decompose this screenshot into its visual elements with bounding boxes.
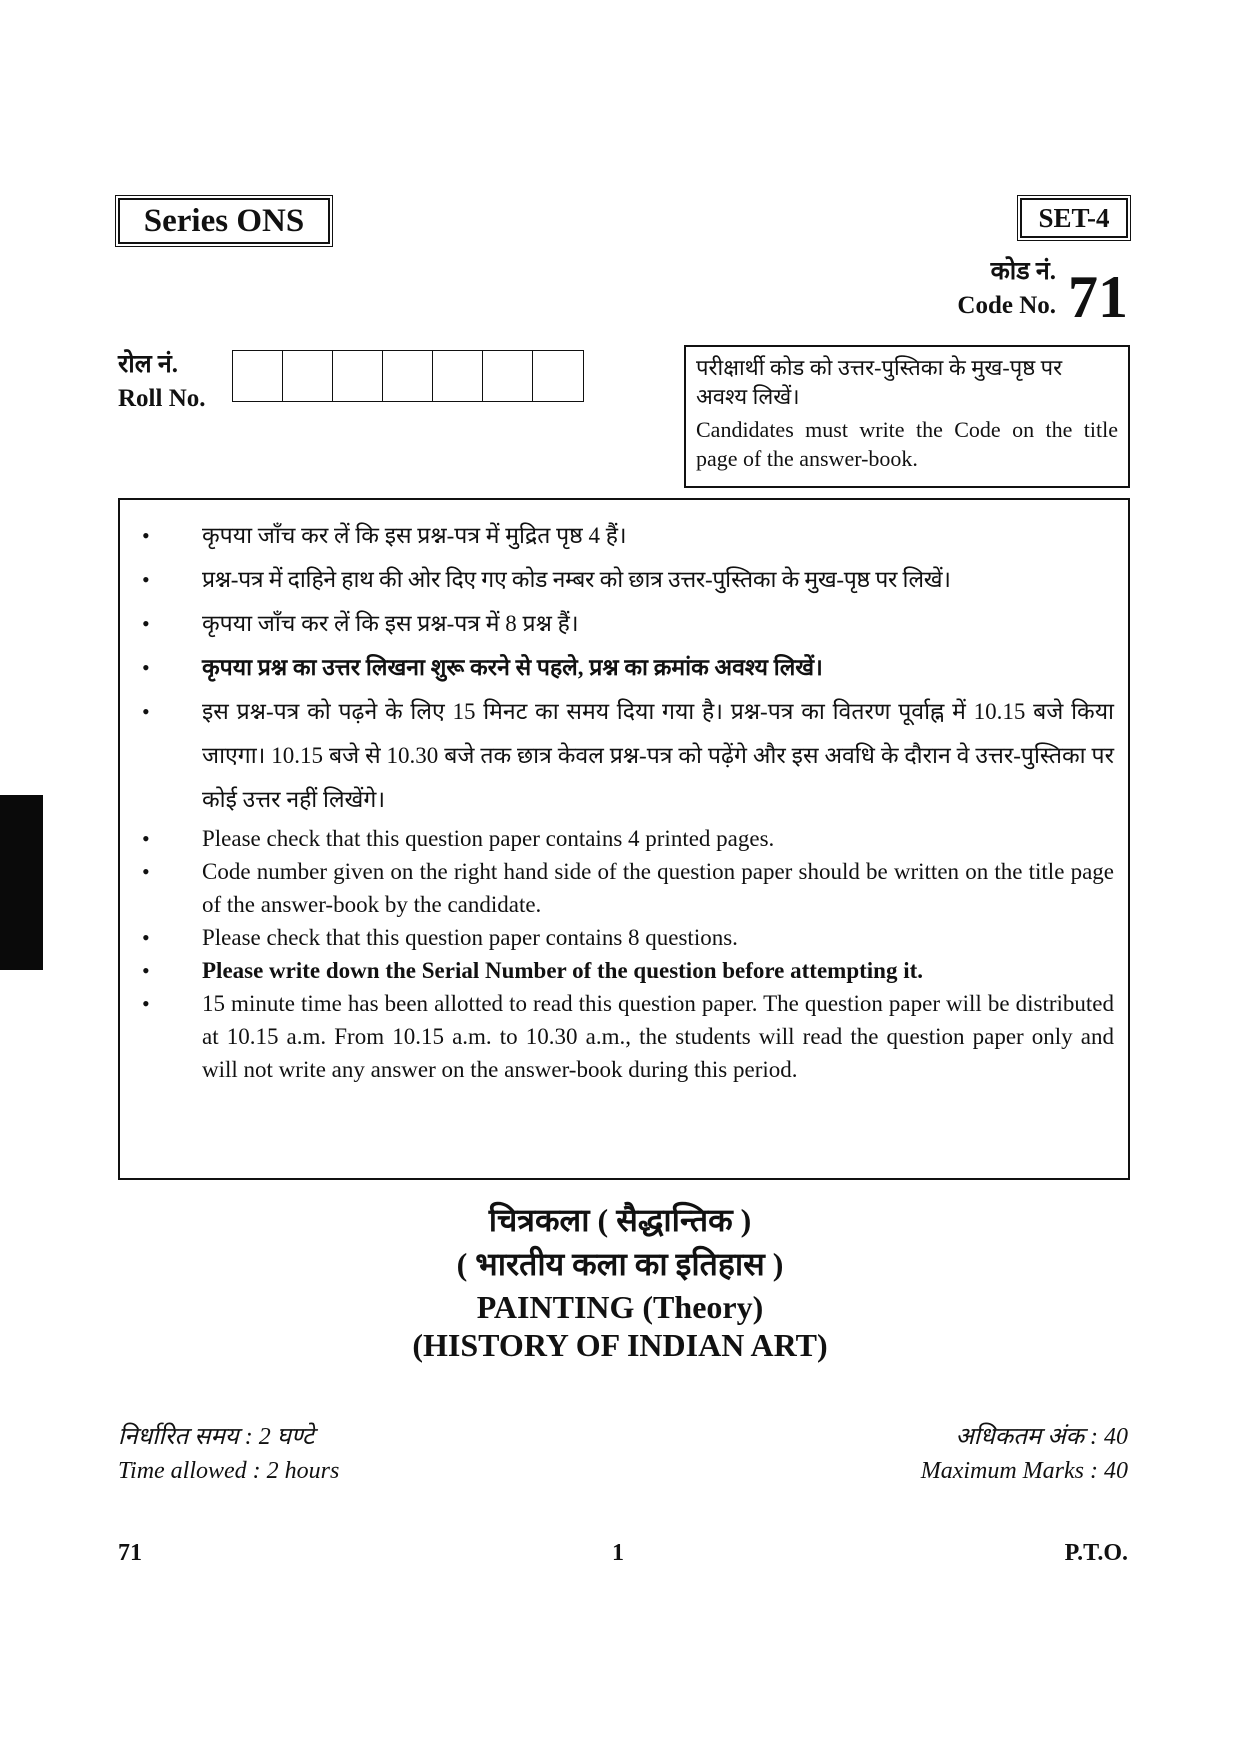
bullet: •: [142, 567, 150, 592]
instruction-text: इस प्रश्न-पत्र को पढ़ने के लिए 15 मिनट का समय दिया गया है। प्रश्न-पत्र का वितरण पूर्वाह्न में 10.15 बजे किया जाएगा। 10.15 बजे से 10.30 बजे तक छात्र केवल प्रश्न-पत्र को पढ़ेंगे और इस अवधि के दौरान वे उत्तर-पुस्तिका पर कोई उत्तर नहीं लिखेंगे।: [202, 699, 1114, 812]
side-binding-mark: [0, 795, 43, 970]
instruction-text: 15 minute time has been allotted to read this question paper. The question paper will be distributed at 10.15 a.m. From 10.15 a.m. to 10.30 a.m., the students will read the question paper only and will not write any answer on the answer-book during this period.: [202, 991, 1114, 1082]
instruction-text: Please write down the Serial Number of the question before attempting it.: [202, 958, 924, 983]
maximum-marks: [921, 1420, 1128, 1488]
time-allowed-hindi: निर्धारित समय : 2 घण्टे: [118, 1424, 315, 1450]
bullet: •: [142, 859, 150, 884]
roll-number-box[interactable]: [333, 351, 383, 401]
bullet: •: [142, 958, 150, 983]
subject-title-hindi: चित्रकला ( सैद्धान्तिक ): [488, 1202, 752, 1238]
roll-number-box[interactable]: [233, 351, 283, 401]
instruction-item: [134, 987, 1114, 1086]
instruction-text: कृपया जाँच कर लें कि इस प्रश्न-पत्र में मुद्रित पृष्ठ 4 हैं।: [202, 523, 627, 548]
roll-number-box[interactable]: [533, 351, 583, 401]
subject-subtitle-hindi: ( भारतीय कला का इतिहास ): [456, 1246, 784, 1282]
candidate-note-english: Candidates must write the Code on the title page of the answer-book.: [696, 417, 1118, 471]
subject-title-english: PAINTING (Theory): [476, 1289, 764, 1325]
instruction-text: Please check that this question paper contains 8 questions.: [202, 925, 738, 950]
time-allowed: [118, 1420, 339, 1488]
instruction-item: [134, 602, 1114, 646]
instruction-item: [134, 690, 1114, 822]
subject-subtitle-english: (HISTORY OF INDIAN ART): [412, 1327, 828, 1363]
instruction-item: [134, 514, 1114, 558]
roll-number-box[interactable]: [483, 351, 533, 401]
instruction-text: Code number given on the right hand side of the question paper should be written on the title page of the answer-book by the candidate.: [202, 859, 1114, 917]
instruction-text: कृपया प्रश्न का उत्तर लिखना शुरू करने से पहले, प्रश्न का क्रमांक अवश्य लिखें।: [202, 655, 823, 680]
code-label-english: Code No.: [957, 292, 1056, 319]
roll-number-box[interactable]: [433, 351, 483, 401]
roll-label-hindi: रोल नं.: [118, 351, 179, 378]
instruction-item: [134, 954, 1114, 987]
code-number: 71: [1068, 264, 1128, 330]
code-label-hindi: कोड नं.: [990, 258, 1056, 285]
bullet: •: [142, 699, 150, 724]
roll-number-box[interactable]: [383, 351, 433, 401]
bullet: •: [142, 655, 150, 680]
time-allowed-english: Time allowed : 2 hours: [118, 1458, 340, 1484]
footer-code: 71: [118, 1540, 142, 1566]
series-label: Series ONS: [118, 198, 330, 244]
instruction-item: [134, 822, 1114, 855]
bullet: •: [142, 523, 150, 548]
instruction-item: [134, 855, 1114, 921]
candidate-note-hindi: परीक्षार्थी कोड को उत्तर-पुस्तिका के मुख-पृष्ठ पर अवश्य लिखें।: [696, 355, 1063, 409]
instruction-item: [134, 558, 1114, 602]
subject-title: [0, 1198, 1240, 1364]
roll-label-english: Roll No.: [118, 385, 206, 412]
bullet: •: [142, 611, 150, 636]
code-number-block: [957, 255, 1128, 330]
maximum-marks-english: Maximum Marks : 40: [920, 1458, 1128, 1484]
instruction-text: प्रश्न-पत्र में दाहिने हाथ की ओर दिए गए कोड नम्बर को छात्र उत्तर-पुस्तिका के मुख-पृष्ठ पर लिखें।: [202, 567, 951, 592]
maximum-marks-hindi: अधिकतम अंक : 40: [955, 1424, 1128, 1450]
instruction-item: [134, 921, 1114, 954]
page-number: 1: [612, 1540, 624, 1566]
candidate-note-box: [684, 345, 1130, 488]
roll-number-box[interactable]: [283, 351, 333, 401]
roll-number-grid: [232, 350, 584, 402]
bullet: •: [142, 826, 150, 851]
bullet: •: [142, 991, 150, 1016]
roll-number-labels: [118, 348, 206, 416]
pto-label: P.T.O.: [1064, 1540, 1128, 1566]
instructions-box: [118, 498, 1130, 1180]
bullet: •: [142, 925, 150, 950]
instruction-item: [134, 646, 1114, 690]
set-label: SET-4: [1020, 198, 1128, 238]
instruction-text: Please check that this question paper contains 4 printed pages.: [202, 826, 775, 851]
instruction-text: कृपया जाँच कर लें कि इस प्रश्न-पत्र में 8 प्रश्न हैं।: [202, 611, 579, 636]
